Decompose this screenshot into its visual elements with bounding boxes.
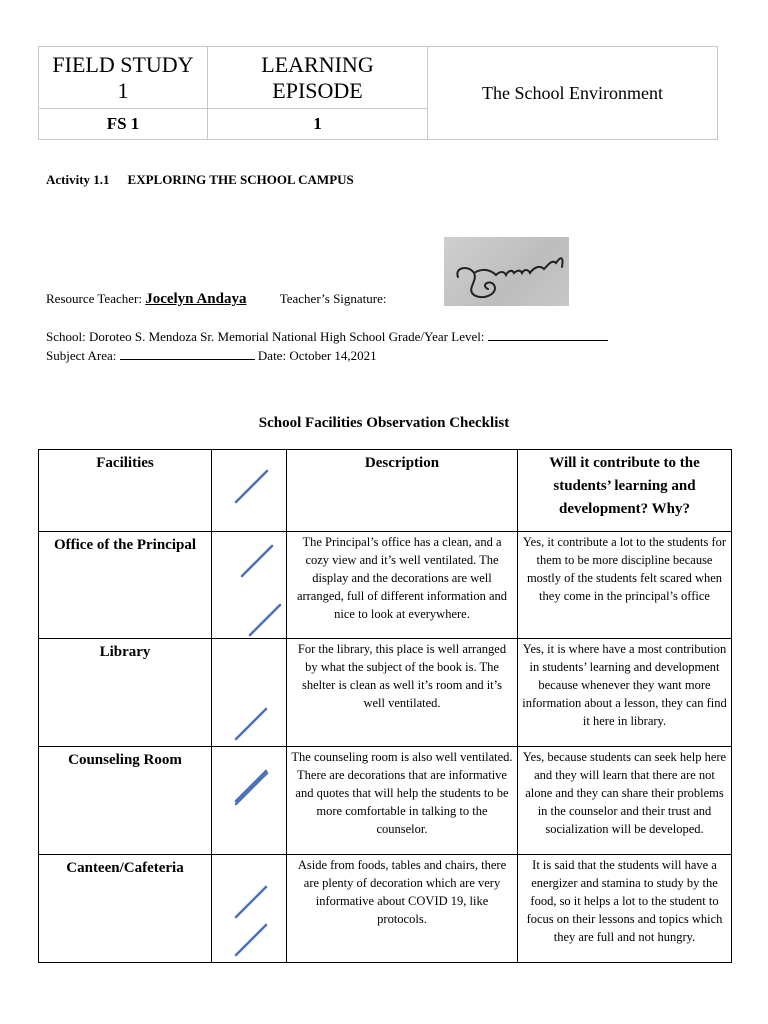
table-row [39, 639, 732, 747]
check-mark-icon [212, 450, 287, 532]
episode-header-table [38, 46, 718, 140]
facility-name: Office of the Principal [39, 532, 212, 639]
subject-area-label: Subject Area: [46, 348, 117, 363]
learning-episode-cell: LEARNING EPISODE [208, 47, 428, 109]
facility-name: Counseling Room [39, 747, 212, 855]
check-mark-icon [212, 532, 287, 639]
activity-heading [46, 172, 354, 188]
episode-number-cell: 1 [208, 109, 428, 140]
facilities-header: Facilities [39, 450, 212, 532]
table-row [39, 855, 732, 963]
description-header: Description [287, 450, 518, 532]
facilities-checklist-table [38, 449, 732, 963]
check-cell [212, 532, 287, 639]
contribution-header: Will it contribute to the students’ learning and development? Why? [518, 450, 732, 532]
subject-line [46, 347, 377, 364]
check-mark-icon [212, 639, 287, 747]
facility-description: The Principal’s office has a clean, and a cozy view and it’s well ventilated. The display and the decorations are well arranged, full of different information and nice to look at everywhere. [287, 532, 518, 639]
activity-title: EXPLORING THE SCHOOL CAMPUS [127, 172, 354, 187]
table-header-row [39, 450, 732, 532]
school-label: School: [46, 329, 86, 344]
subject-area-blank [120, 347, 255, 360]
field-study-cell: FIELD STUDY 1 [39, 47, 208, 109]
facility-name: Canteen/Cafeteria [39, 855, 212, 963]
facility-description: Aside from foods, tables and chairs, there are plenty of decoration which are very informative about COVID 19, like protocols. [287, 855, 518, 963]
facility-contribution: Yes, it is where have a most contribution in students’ learning and development because whenever they want more information about a lesson, they can find it here in library. [518, 639, 732, 747]
facility-name: Library [39, 639, 212, 747]
fs-code-cell: FS 1 [39, 109, 208, 140]
facility-description: For the library, this place is well arranged by what the subject of the book is. The shelter is clean as well it’s room and it’s well ventilated. [287, 639, 518, 747]
facility-description: The counseling room is also well ventilated. There are decorations that are informative and quotes that will help the students to be more comfortable in talking to the counselor. [287, 747, 518, 855]
teacher-signature-image [444, 237, 569, 306]
resource-teacher-name: Jocelyn Andaya [145, 291, 247, 307]
grade-level-label: Grade/Year Level: [388, 329, 485, 344]
check-cell [212, 639, 287, 747]
facility-contribution: Yes, it contribute a lot to the students for them to be more discipline because mostly of the students felt scared when they come in the principal’s office [518, 532, 732, 639]
check-header-cell [212, 450, 287, 532]
date-label: Date: [257, 348, 287, 363]
school-name: Doroteo S. Mendoza Sr. Memorial National High School [88, 329, 386, 344]
signature-scribble [444, 237, 569, 306]
activity-number: Activity 1.1 [46, 172, 110, 187]
table-row [39, 532, 732, 639]
episode-title-cell: The School Environment [428, 47, 718, 140]
school-line [46, 328, 608, 345]
signature-label: Teacher’s Signature: [279, 291, 387, 306]
check-mark-icon [212, 855, 287, 963]
check-cell [212, 747, 287, 855]
date-value: October 14,2021 [289, 348, 377, 363]
grade-level-blank [488, 328, 608, 341]
table-row [39, 747, 732, 855]
check-cell [212, 855, 287, 963]
facility-contribution: It is said that the students will have a energizer and stamina to study by the food, so it helps a lot to the student to focus on their lessons and topics which they are full and not hungry. [518, 855, 732, 963]
check-mark-icon [212, 747, 287, 855]
facility-contribution: Yes, because students can seek help here and they will learn that there are not alone and they can share their problems in the counselor and their trust and socialization will be developed. [518, 747, 732, 855]
checklist-title: School Facilities Observation Checklist [258, 415, 510, 431]
resource-teacher-label: Resource Teacher: [46, 291, 142, 306]
resource-teacher-line [46, 291, 387, 308]
